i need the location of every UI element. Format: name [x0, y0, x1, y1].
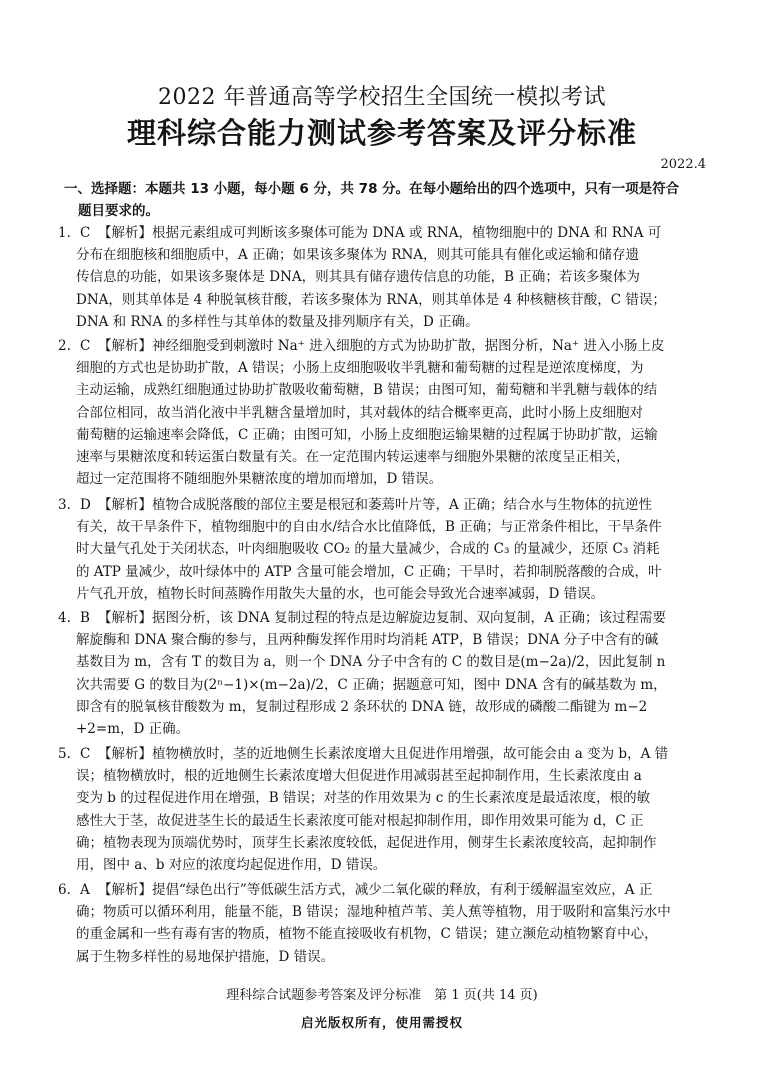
explanation-line: DNA，则其单体是 4 种脱氧核苷酸，若该多聚体为 RNA，则其单体是 4 种核糖核苷酸，C 错误； [76, 291, 666, 308]
explanation-line: 合部位相同，故当消化液中半乳糖含量增加时，其对载体的结合概率更高，此时小肠上皮细胞对 [76, 404, 643, 421]
section-heading-line1: 一、选择题：本题共 13 小题，每小题 6 分，共 78 分。在每小题给出的四个选项中，只有一项是符合 [64, 181, 680, 197]
explanation-line: 细胞的方式也是协助扩散，A 错误；小肠上皮细胞吸收半乳糖和葡萄糖的过程是逆浓度梯度，为 [76, 360, 644, 377]
explanation-line: 片气孔开放，植物长时间蒸腾作用散失大量的水，也可能会导致光合速率减弱，D 错误。 [76, 585, 605, 602]
answer-letter: A [80, 882, 90, 898]
explanation-line: 属于生物多样性的易地保护措施，D 错误。 [76, 948, 335, 965]
explanation-line: 速率与果糖浓度和转运蛋白数量有关。在一定范围内转运速率与细胞外果糖的浓度呈正相关， [76, 449, 630, 466]
question-number: 2. [58, 338, 71, 354]
answer-letter: B [80, 610, 90, 626]
explanation-line: 变为 b 的过程促进作用在增强，B 错误；对茎的作用效果为 c 的生长素浓度是最适浓度，根的敏 [76, 790, 651, 807]
answer-letter: D [80, 497, 91, 513]
analysis-tag: 【解析】 [98, 746, 152, 762]
answer-letter: C [80, 746, 91, 762]
answer-letter: C [80, 338, 91, 354]
copyright-notice: 启光版权所有，使用需授权 [300, 1015, 463, 1030]
explanation-line: 传信息的功能，如果该多聚体是 DNA，则其具有储存遗传信息的功能，B 正确；若该多聚体为 [76, 269, 640, 286]
explanation-line: 即含有的脱氧核苷酸数为 m，复制过程形成 2 条环状的 DNA 链，故形成的磷酸二酯键为 m−2 [76, 698, 648, 715]
explanation-line: 有关，故干旱条件下，植物细胞中的自由水/结合水比值降低，B 正确；与正常条件相比，干旱条件 [76, 519, 662, 536]
page-footer: 理科综合试题参考答案及评分标准 第 1 页(共 14 页) [226, 988, 538, 1003]
analysis-tag: 【解析】 [98, 497, 152, 513]
explanation-line: 解旋酶和 DNA 聚合酶的参与，且两种酶发挥作用时均消耗 ATP，B 错误；DNA 分子中含有的碱 [76, 632, 659, 649]
explanation-line: 超过一定范围将不随细胞外果糖浓度的增加而增加，D 错误。 [76, 471, 443, 488]
answer-item-5 [58, 743, 706, 876]
analysis-tag: 【解析】 [98, 338, 152, 354]
explanation-line: 葡萄糖的运输速率会降低，C 正确；由图可知，小肠上皮细胞运输果糖的过程属于协助扩散，运输 [76, 426, 658, 443]
answer-letter: C [80, 225, 91, 241]
explanation-line: 误；植物横放时，根的近地侧生长素浓度增大但促进作用减弱甚至起抑制作用，生长素浓度由 a [76, 768, 642, 785]
explanation-line: 用，图中 a、b 对应的浓度均起促进作用，D 错误。 [76, 857, 387, 874]
explanation-line: 分布在细胞核和细胞质中，A 正确；如果该多聚体为 RNA，则其可能具有催化或运输和储存遗 [76, 247, 640, 264]
explanation-line: 植物合成脱落酸的部位主要是根冠和萎蔫叶片等，A 正确；结合水与生物体的抗逆性 [152, 497, 653, 513]
question-number: 6. [58, 882, 71, 898]
answer-item-3 [58, 494, 706, 605]
explanation-line: 植物横放时，茎的近地侧生长素浓度增大且促进作用增强，故可能会由 a 变为 b，A 错 [152, 746, 669, 762]
question-number: 4. [58, 610, 71, 626]
question-number: 5. [58, 746, 71, 762]
exam-title: 2022 年普通高等学校招生全国统一模拟考试 [158, 85, 606, 110]
explanation-line: 根据元素组成可判断该多聚体可能为 DNA 或 RNA，植物细胞中的 DNA 和 RNA 可 [152, 225, 662, 241]
explanation-line: 神经细胞受到刺激时 Na⁺ 进入细胞的方式为协助扩散，据图分析，Na⁺ 进入小肠上皮 [152, 338, 665, 354]
explanation-line: 的 ATP 量减少，故叶绿体中的 ATP 含量可能会增加，C 正确；干旱时，若抑制脱落酸的合成，叶 [76, 563, 662, 580]
section-heading-line2: 题目要求的。 [78, 203, 159, 219]
answer-item-1 [58, 222, 706, 333]
question-number: 3. [58, 497, 71, 513]
explanation-line: 基数目为 m，含有 T 的数目为 a，则一个 DNA 分子中含有的 C 的数目是(m−2a)/2，因此复制 n [76, 654, 666, 671]
analysis-tag: 【解析】 [98, 225, 152, 241]
explanation-line: 次共需要 G 的数目为(2ⁿ−1)×(m−2a)/2，C 正确；据题意可知，图中 DNA 含有的碱基数为 m， [76, 676, 667, 693]
analysis-tag: 【解析】 [98, 610, 152, 626]
explanation-line: 的重金属和一些有毒有害的物质，植物不能直接吸收有机物，C 错误；建立濒危动植物繁育中心， [76, 926, 658, 943]
explanation-line: 确；植物表现为顶端优势时，顶芽生长素浓度较低，起促进作用，侧芽生长素浓度较高，起抑制作 [76, 834, 657, 851]
explanation-line: DNA 和 RNA 的多样性与其单体的数量及排列顺序有关，D 正确。 [76, 313, 479, 330]
section-heading [64, 178, 704, 222]
explanation-line: 据图分析，该 DNA 复制过程的特点是边解旋边复制、双向复制，A 正确；该过程需要 [152, 610, 667, 626]
answer-item-2 [58, 335, 706, 490]
document-title: 理科综合能力测试参考答案及评分标准 [126, 116, 637, 150]
explanation-line: 确；物质可以循环利用，能量不能，B 错误；湿地种植芦苇、美人蕉等植物，用于吸附和富集污水中 [76, 904, 671, 921]
document-date: 2022.4 [660, 157, 706, 172]
analysis-tag: 【解析】 [98, 882, 152, 898]
answer-item-6 [58, 879, 706, 968]
explanation-line: 感性大于茎，故促进茎生长的最适生长素浓度可能对根起抑制作用，即作用效果可能为 d，C 正 [76, 812, 644, 829]
explanation-line: 主动运输，成熟红细胞通过协助扩散吸收葡萄糖，B 错误；由图可知，葡萄糖和半乳糖与载体的结 [76, 382, 658, 399]
question-number: 1. [58, 225, 71, 241]
explanation-line: +2=m，D 正确。 [76, 721, 190, 738]
answer-item-4 [58, 607, 706, 740]
explanation-line: 时大量气孔处于关闭状态，叶肉细胞吸收 CO₂ 的量大量减少，合成的 C₃ 的量减少，还原 C₃ 消耗 [76, 541, 660, 558]
explanation-line: 提倡“绿色出行”等低碳生活方式，减少二氧化碳的释放，有利于缓解温室效应，A 正 [152, 882, 653, 898]
